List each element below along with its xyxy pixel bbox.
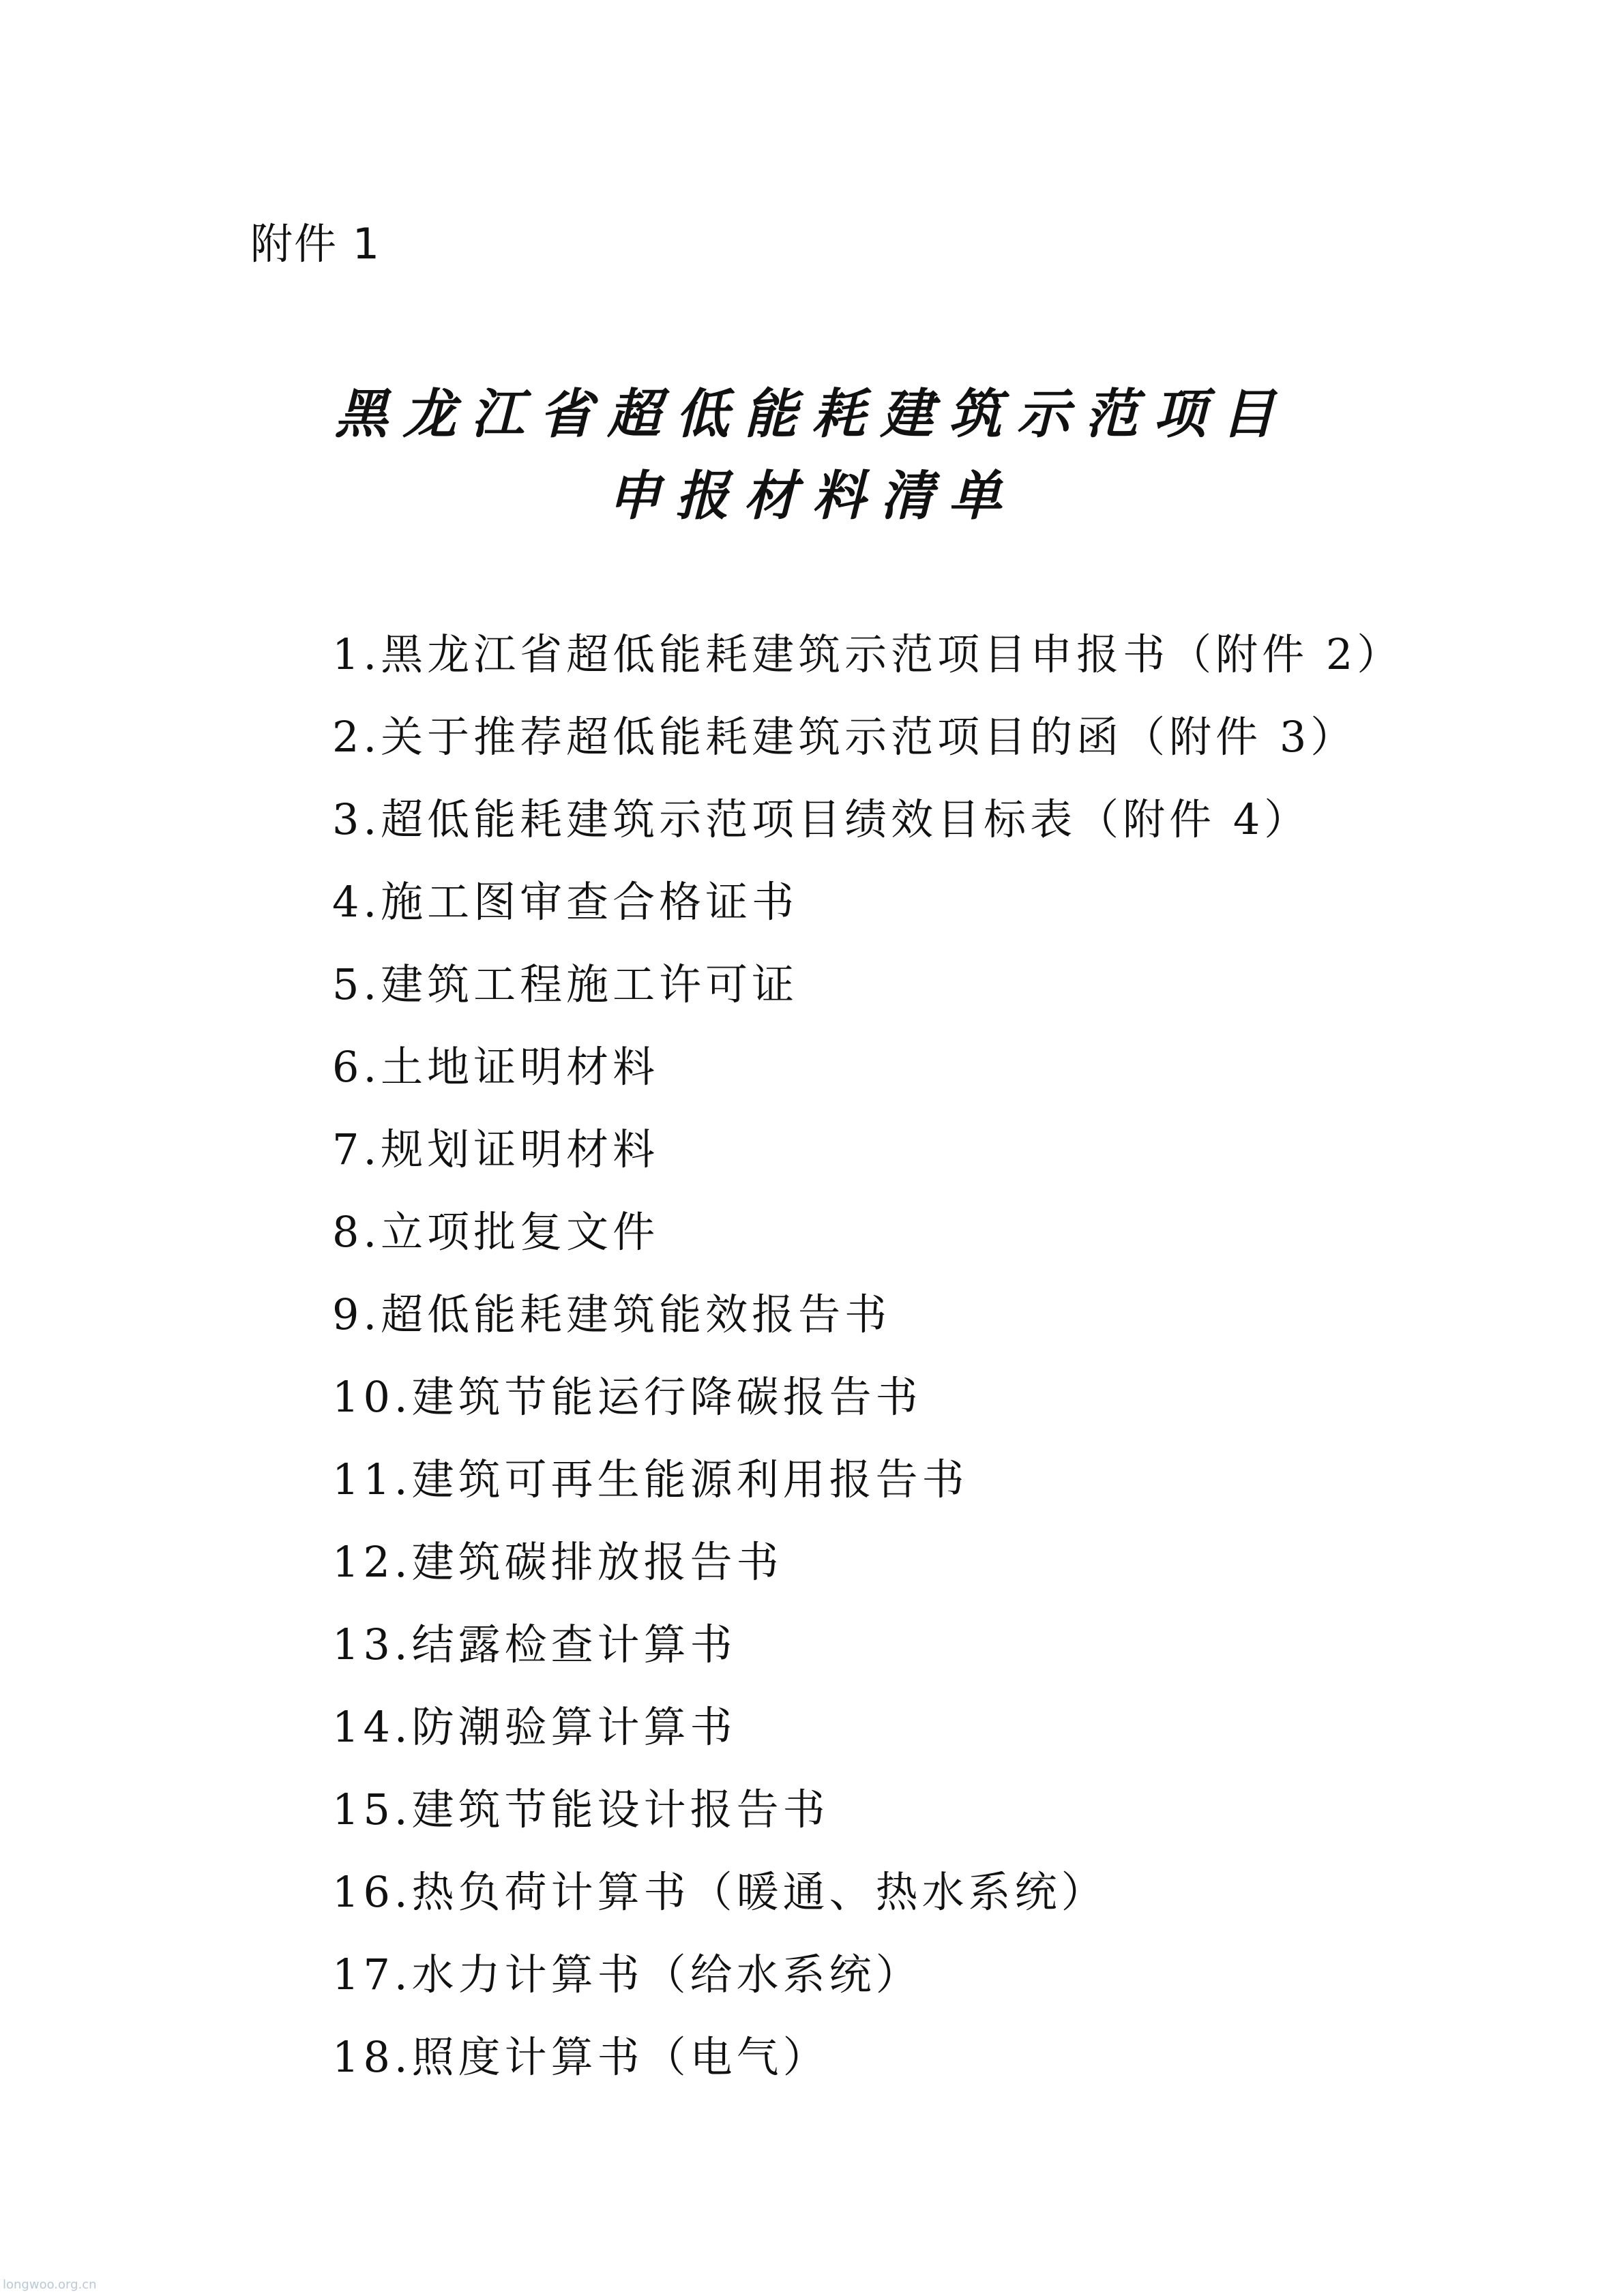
list-item: 11.建筑可再生能源利用报告书 [332, 1455, 969, 1504]
list-item: 13.结露检查计算书 [332, 1620, 737, 1669]
list-item: 8.立项批复文件 [332, 1207, 660, 1257]
list-item: 1.黑龙江省超低能耗建筑示范项目申报书（附件 2） [332, 629, 1404, 679]
list-item: 14.防潮验算计算书 [332, 1702, 737, 1752]
attachment-label: 附件 1 [250, 219, 381, 269]
list-item: 6.土地证明材料 [332, 1042, 660, 1092]
footer-watermark: longwoo.org.cn [3, 2278, 97, 2292]
list-item: 9.超低能耗建筑能效报告书 [332, 1289, 891, 1339]
list-item: 18.照度计算书（电气） [332, 2032, 829, 2082]
list-item: 5.建筑工程施工许可证 [332, 959, 799, 1009]
list-item: 17.水力计算书（给水系统） [332, 1950, 922, 1999]
material-list [332, 621, 1560, 2106]
list-item: 3.超低能耗建筑示范项目绩效目标表（附件 4） [332, 794, 1311, 844]
list-item: 16.热负荷计算书（暖通、热水系统） [332, 1867, 1108, 1917]
list-item: 12.建筑碳排放报告书 [332, 1537, 783, 1587]
title-line-2: 申报材料清单 [607, 465, 1017, 527]
list-item: 4.施工图审查合格证书 [332, 877, 799, 927]
document-title [0, 374, 1624, 537]
title-line-1: 黑龙江省超低能耗建筑示范项目 [334, 383, 1290, 445]
list-item: 15.建筑节能设计报告书 [332, 1785, 829, 1834]
list-item: 10.建筑节能运行降碳报告书 [332, 1372, 922, 1422]
list-item: 2.关于推荐超低能耗建筑示范项目的函（附件 3） [332, 712, 1357, 762]
list-item: 7.规划证明材料 [332, 1124, 660, 1174]
